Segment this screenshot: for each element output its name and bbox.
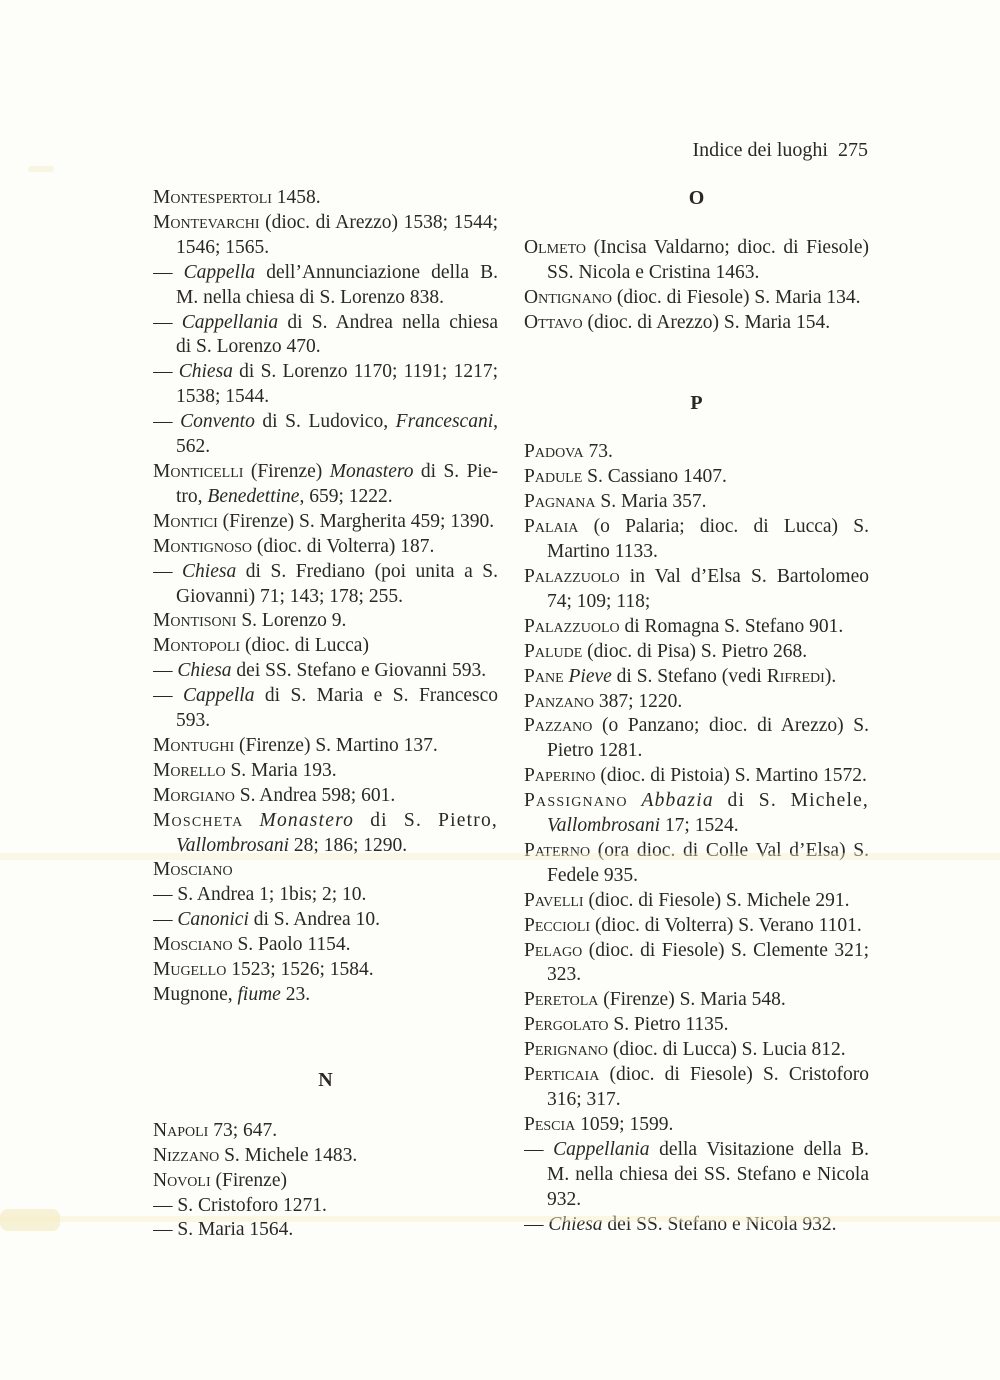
text-run: (Firenze) <box>243 460 330 482</box>
index-line <box>153 335 498 360</box>
text-run: 316; 317. <box>547 1089 621 1110</box>
place-name: Morgiano <box>153 784 235 806</box>
text-run: — <box>524 1138 554 1160</box>
text-run: Martino 1133. <box>547 541 658 563</box>
place-name: Rifredi <box>766 665 825 687</box>
text-run: (ora dioc. di Colle Val d’Elsa) S. <box>590 839 869 861</box>
text-run: — S. Maria 1564. <box>153 1219 294 1241</box>
column-gap <box>524 211 869 236</box>
column-gap <box>153 1008 498 1068</box>
text-run: (dioc. di Arezzo) 1538; 1544; <box>259 211 498 233</box>
italic-term: Monastero <box>259 809 355 831</box>
text-run: in Val d’Elsa S. Bartolomeo <box>619 565 869 587</box>
place-name: Ontignano <box>524 286 612 308</box>
text-run: (dioc. di Fiesole) S. Michele 291. <box>583 889 850 911</box>
place-name: Montopoli <box>153 635 241 657</box>
index-line <box>153 261 498 286</box>
text-run: (dioc. di Pistoia) S. Martino 1572. <box>595 765 867 787</box>
place-name: Peretola <box>524 989 599 1011</box>
place-name: Pane <box>524 665 564 687</box>
running-title: Indice dei luoghi 275 <box>692 139 868 161</box>
text-run: (Firenze) S. Margherita 459; 1390. <box>217 510 495 532</box>
scan-artifact-smudge <box>0 1209 60 1231</box>
place-name: Napoli <box>153 1119 209 1141</box>
section-heading: O <box>688 187 705 209</box>
text-run: S. Lorenzo 9. <box>236 610 347 632</box>
index-line <box>524 789 869 814</box>
place-name: Montisoni <box>153 610 237 632</box>
index-line <box>153 734 498 759</box>
column-gap <box>524 415 869 440</box>
column-gap <box>524 336 869 391</box>
italic-term: Cappella <box>183 261 256 283</box>
text-run: Giovanni) 71; 143; 178; 255. <box>176 585 403 607</box>
index-line <box>524 311 869 336</box>
index-line <box>153 535 498 560</box>
italic-term: Chiesa <box>548 1213 603 1235</box>
index-line <box>524 286 869 311</box>
place-name: Mosciano <box>153 934 233 956</box>
text-run: 1458. <box>271 187 321 208</box>
text-run: 23. <box>280 984 311 1005</box>
text-run <box>628 790 642 811</box>
place-name: Paperino <box>524 765 596 787</box>
italic-term: Francescani <box>395 411 494 433</box>
index-line <box>153 460 498 485</box>
place-name: Palude <box>524 640 583 662</box>
text-run: dei SS. Stefano e Giovanni 593. <box>231 660 487 682</box>
place-name: Nizzano <box>153 1144 220 1166</box>
place-name: Olmeto <box>524 236 587 258</box>
place-name: Pelago <box>524 939 583 961</box>
place-name: Perignano <box>524 1039 608 1061</box>
text-run: S. Andrea 598; 601. <box>234 784 396 806</box>
text-run: 387; 1220. <box>593 690 683 712</box>
index-column-left <box>153 186 498 1243</box>
index-line <box>524 1088 869 1113</box>
italic-term: Monastero <box>329 460 414 482</box>
text-run: S. Paolo 1154. <box>232 934 351 956</box>
index-line <box>524 540 869 565</box>
index-line <box>153 784 498 809</box>
text-run: di S. Andrea 10. <box>248 909 380 931</box>
text-run: di S. Frediano (poi unita a S. <box>236 560 498 582</box>
text-run: (dioc. di Volterra) 187. <box>252 535 435 557</box>
text-run: 593. <box>176 710 211 732</box>
index-line <box>153 709 498 734</box>
place-name: Ottavo <box>524 311 583 333</box>
index-line <box>153 908 498 933</box>
index-line <box>524 440 869 465</box>
index-line <box>524 839 869 864</box>
index-line <box>153 1119 498 1144</box>
place-name: Perticaia <box>524 1064 600 1086</box>
text-run: di S. Stefano (vedi <box>611 665 767 687</box>
text-run <box>243 810 259 831</box>
index-line <box>153 1169 498 1194</box>
text-run: della Visitazione della B. <box>649 1138 869 1160</box>
index-line <box>524 1063 869 1088</box>
index-line <box>153 684 498 709</box>
italic-term: Vallombrosani <box>176 834 290 856</box>
text-run: di S. Lorenzo 1170; 1191; 1217; <box>232 361 498 383</box>
place-name: Novoli <box>153 1169 211 1191</box>
place-name: Passignano <box>524 790 628 812</box>
index-line <box>524 764 869 789</box>
text-run: SS. Nicola e Cristina 1463. <box>547 261 760 283</box>
place-name: Pagnana <box>524 491 596 513</box>
place-name: Palazzuolo <box>524 615 620 637</box>
text-run: S. Cassiano 1407. <box>582 466 727 488</box>
text-run: S. Maria 357. <box>595 491 707 513</box>
place-name: Mosciano <box>153 859 233 881</box>
place-name: Padova <box>524 441 584 463</box>
italic-term: Cappella <box>182 685 255 707</box>
page-header <box>523 116 868 162</box>
text-run: (dioc. di Volterra) S. Verano 1101. <box>590 914 862 936</box>
index-line <box>153 385 498 410</box>
place-name: Pergolato <box>524 1014 609 1036</box>
place-name: Moscheta <box>153 809 244 831</box>
index-line <box>524 690 869 715</box>
index-line <box>524 889 869 914</box>
text-run: , 659; 1222. <box>299 485 393 507</box>
scan-artifact-smudge <box>28 166 54 172</box>
index-line <box>153 510 498 535</box>
index-line <box>524 261 869 286</box>
index-line <box>524 963 869 988</box>
index-line <box>153 809 498 834</box>
place-name: Palaia <box>524 516 579 538</box>
place-name: Peccioli <box>524 914 591 936</box>
text-run: di S. Michele, <box>713 790 869 812</box>
text-run: di S. Andrea nella chiesa <box>278 311 498 333</box>
italic-term: Pieve <box>568 665 612 687</box>
index-line <box>524 640 869 665</box>
index-line <box>524 1163 869 1188</box>
text-run: — <box>153 411 181 433</box>
text-run: (Firenze) S. Maria 548. <box>598 989 786 1011</box>
place-name: Morello <box>153 759 226 781</box>
place-name: Panzano <box>524 690 594 712</box>
text-run: (dioc. di Fiesole) S. Cristoforo <box>599 1064 869 1086</box>
index-line <box>153 983 498 1008</box>
text-run: (dioc. di Pisa) S. Pietro 268. <box>582 640 808 662</box>
index-line <box>524 236 869 261</box>
text-run: 1523; 1526; 1584. <box>226 959 374 981</box>
place-name: Pescia <box>524 1113 576 1135</box>
text-run: — S. Cristoforo 1271. <box>153 1194 327 1216</box>
index-line <box>524 1113 869 1138</box>
index-line <box>153 659 498 684</box>
index-line <box>153 883 498 908</box>
column-gap <box>153 1093 498 1119</box>
text-run: (o Palaria; dioc. di Lucca) S. <box>578 516 869 538</box>
index-line <box>153 360 498 385</box>
text-run: S. Pietro 1135. <box>608 1014 729 1036</box>
text-run: — <box>153 311 182 333</box>
text-run: dei SS. Stefano e Nicola 932. <box>602 1213 837 1235</box>
text-run: (dioc. di Lucca) S. Lucia 812. <box>607 1039 846 1061</box>
index-line <box>153 311 498 336</box>
text-run: di Romagna S. Stefano 901. <box>619 615 844 637</box>
text-run: — <box>524 1213 549 1235</box>
text-run: di S. Pie- <box>413 460 498 482</box>
index-line <box>153 585 498 610</box>
text-run: ). <box>824 665 837 687</box>
italic-term: fiume <box>237 984 281 1005</box>
text-run: 73. <box>583 441 613 463</box>
text-run: Mugnone, <box>153 984 238 1005</box>
text-run: (dioc. di Fiesole) S. Maria 134. <box>611 286 861 308</box>
text-run: 1059; 1599. <box>575 1113 674 1135</box>
place-name: Paterno <box>524 839 591 861</box>
index-line <box>524 615 869 640</box>
italic-term: Chiesa <box>178 361 233 383</box>
index-line <box>153 410 498 435</box>
italic-term: Cappellania <box>181 311 279 333</box>
place-name: Mugello <box>153 959 227 981</box>
italic-term: Convento <box>180 411 255 433</box>
place-name: Pavelli <box>524 889 584 911</box>
text-run: S. Michele 1483. <box>219 1144 358 1166</box>
index-line <box>524 1188 869 1213</box>
index-line <box>524 739 869 764</box>
text-run: 74; 109; 118; <box>547 590 651 612</box>
index-line <box>153 609 498 634</box>
index-line <box>153 236 498 261</box>
index-line <box>524 590 869 615</box>
index-line <box>524 714 869 739</box>
index-line <box>524 1138 869 1163</box>
place-name: Palazzuolo <box>524 565 620 587</box>
text-run: (Incisa Valdarno; dioc. di Fiesole) <box>586 236 869 258</box>
index-line <box>153 560 498 585</box>
text-run: M. nella chiesa di S. Lorenzo 838. <box>176 286 445 308</box>
italic-term: Canonici <box>177 909 249 931</box>
text-run: (dioc. di Arezzo) S. Maria 154. <box>582 311 831 333</box>
place-name: Montici <box>153 510 218 532</box>
text-run: M. nella chiesa dei SS. Stefano e Nicola <box>547 1163 869 1185</box>
index-line <box>153 186 498 211</box>
text-run: Fedele 935. <box>547 864 638 886</box>
index-line <box>524 939 869 964</box>
text-run: — <box>153 660 178 682</box>
italic-term: Benedettine <box>207 485 300 507</box>
italic-term: Abbazia <box>641 790 714 812</box>
index-line <box>153 759 498 784</box>
text-run: di S. Pietro, <box>354 809 498 831</box>
text-run: 73; 647. <box>208 1119 278 1141</box>
italic-term: Cappellania <box>553 1138 650 1160</box>
index-line <box>524 490 869 515</box>
index-line <box>153 1218 498 1243</box>
text-run: — <box>153 560 183 582</box>
text-run: 28; 186; 1290. <box>289 834 408 856</box>
index-column-right <box>524 186 869 1237</box>
index-line <box>524 465 869 490</box>
text-run: (o Panzano; dioc. di Arezzo) S. <box>592 715 869 737</box>
place-name: Montughi <box>153 734 235 756</box>
place-name: Monticelli <box>153 460 244 482</box>
index-line <box>524 988 869 1013</box>
place-name: Montignoso <box>153 535 253 557</box>
text-run: dell’Annunciazione della B. <box>255 261 498 283</box>
italic-term: Chiesa <box>182 560 237 582</box>
text-run: (Firenze) <box>210 1169 287 1191</box>
section-heading: P <box>690 391 703 414</box>
index-line <box>153 1144 498 1169</box>
place-name: Montevarchi <box>153 211 260 233</box>
index-line <box>153 834 498 859</box>
index-line <box>524 864 869 889</box>
index-line <box>524 565 869 590</box>
index-line <box>524 814 869 839</box>
index-line <box>153 933 498 958</box>
index-line <box>153 485 498 510</box>
text-run: — <box>153 261 184 283</box>
text-run: 562. <box>176 436 211 458</box>
index-line <box>153 858 498 883</box>
section-heading: N <box>318 1068 333 1091</box>
text-run: — <box>153 685 183 707</box>
index-line <box>524 914 869 939</box>
text-run: — S. Andrea 1; 1bis; 2; 10. <box>153 884 367 906</box>
index-line <box>524 1013 869 1038</box>
text-run: tro, <box>176 485 208 507</box>
place-name: Padule <box>524 466 583 488</box>
text-run: Pietro 1281. <box>547 740 643 762</box>
text-run: 1538; 1544. <box>176 386 270 408</box>
index-line <box>153 958 498 983</box>
text-run: di S. Ludovico, <box>254 411 396 433</box>
index-line <box>153 286 498 311</box>
place-name: Pazzano <box>524 715 593 737</box>
text-run: — <box>153 361 179 383</box>
index-line <box>524 665 869 690</box>
index-line <box>524 515 869 540</box>
text-run: di S. Lorenzo 470. <box>176 336 321 358</box>
place-name: Montespertoli <box>153 187 272 208</box>
text-run: (dioc. di Lucca) <box>240 635 369 657</box>
index-line <box>153 435 498 460</box>
index-line <box>153 1194 498 1219</box>
index-line <box>153 634 498 659</box>
index-line <box>524 1213 869 1238</box>
text-run: 932. <box>547 1188 582 1210</box>
italic-term: Vallombrosani <box>547 815 661 837</box>
index-line <box>524 1038 869 1063</box>
italic-term: Chiesa <box>177 660 232 682</box>
text-run: 323. <box>547 964 582 986</box>
text-run: S. Maria 193. <box>225 759 337 781</box>
text-run: 17; 1524. <box>660 815 739 837</box>
text-run: (dioc. di Fiesole) S. Clemente 321; <box>582 939 869 961</box>
text-run: (Firenze) S. Martino 137. <box>234 734 438 756</box>
index-line <box>153 211 498 236</box>
text-run: , <box>493 411 498 433</box>
text-run: — <box>153 909 178 931</box>
text-run: di S. Maria e S. Francesco <box>254 685 498 707</box>
text-run: 1546; 1565. <box>176 236 270 258</box>
